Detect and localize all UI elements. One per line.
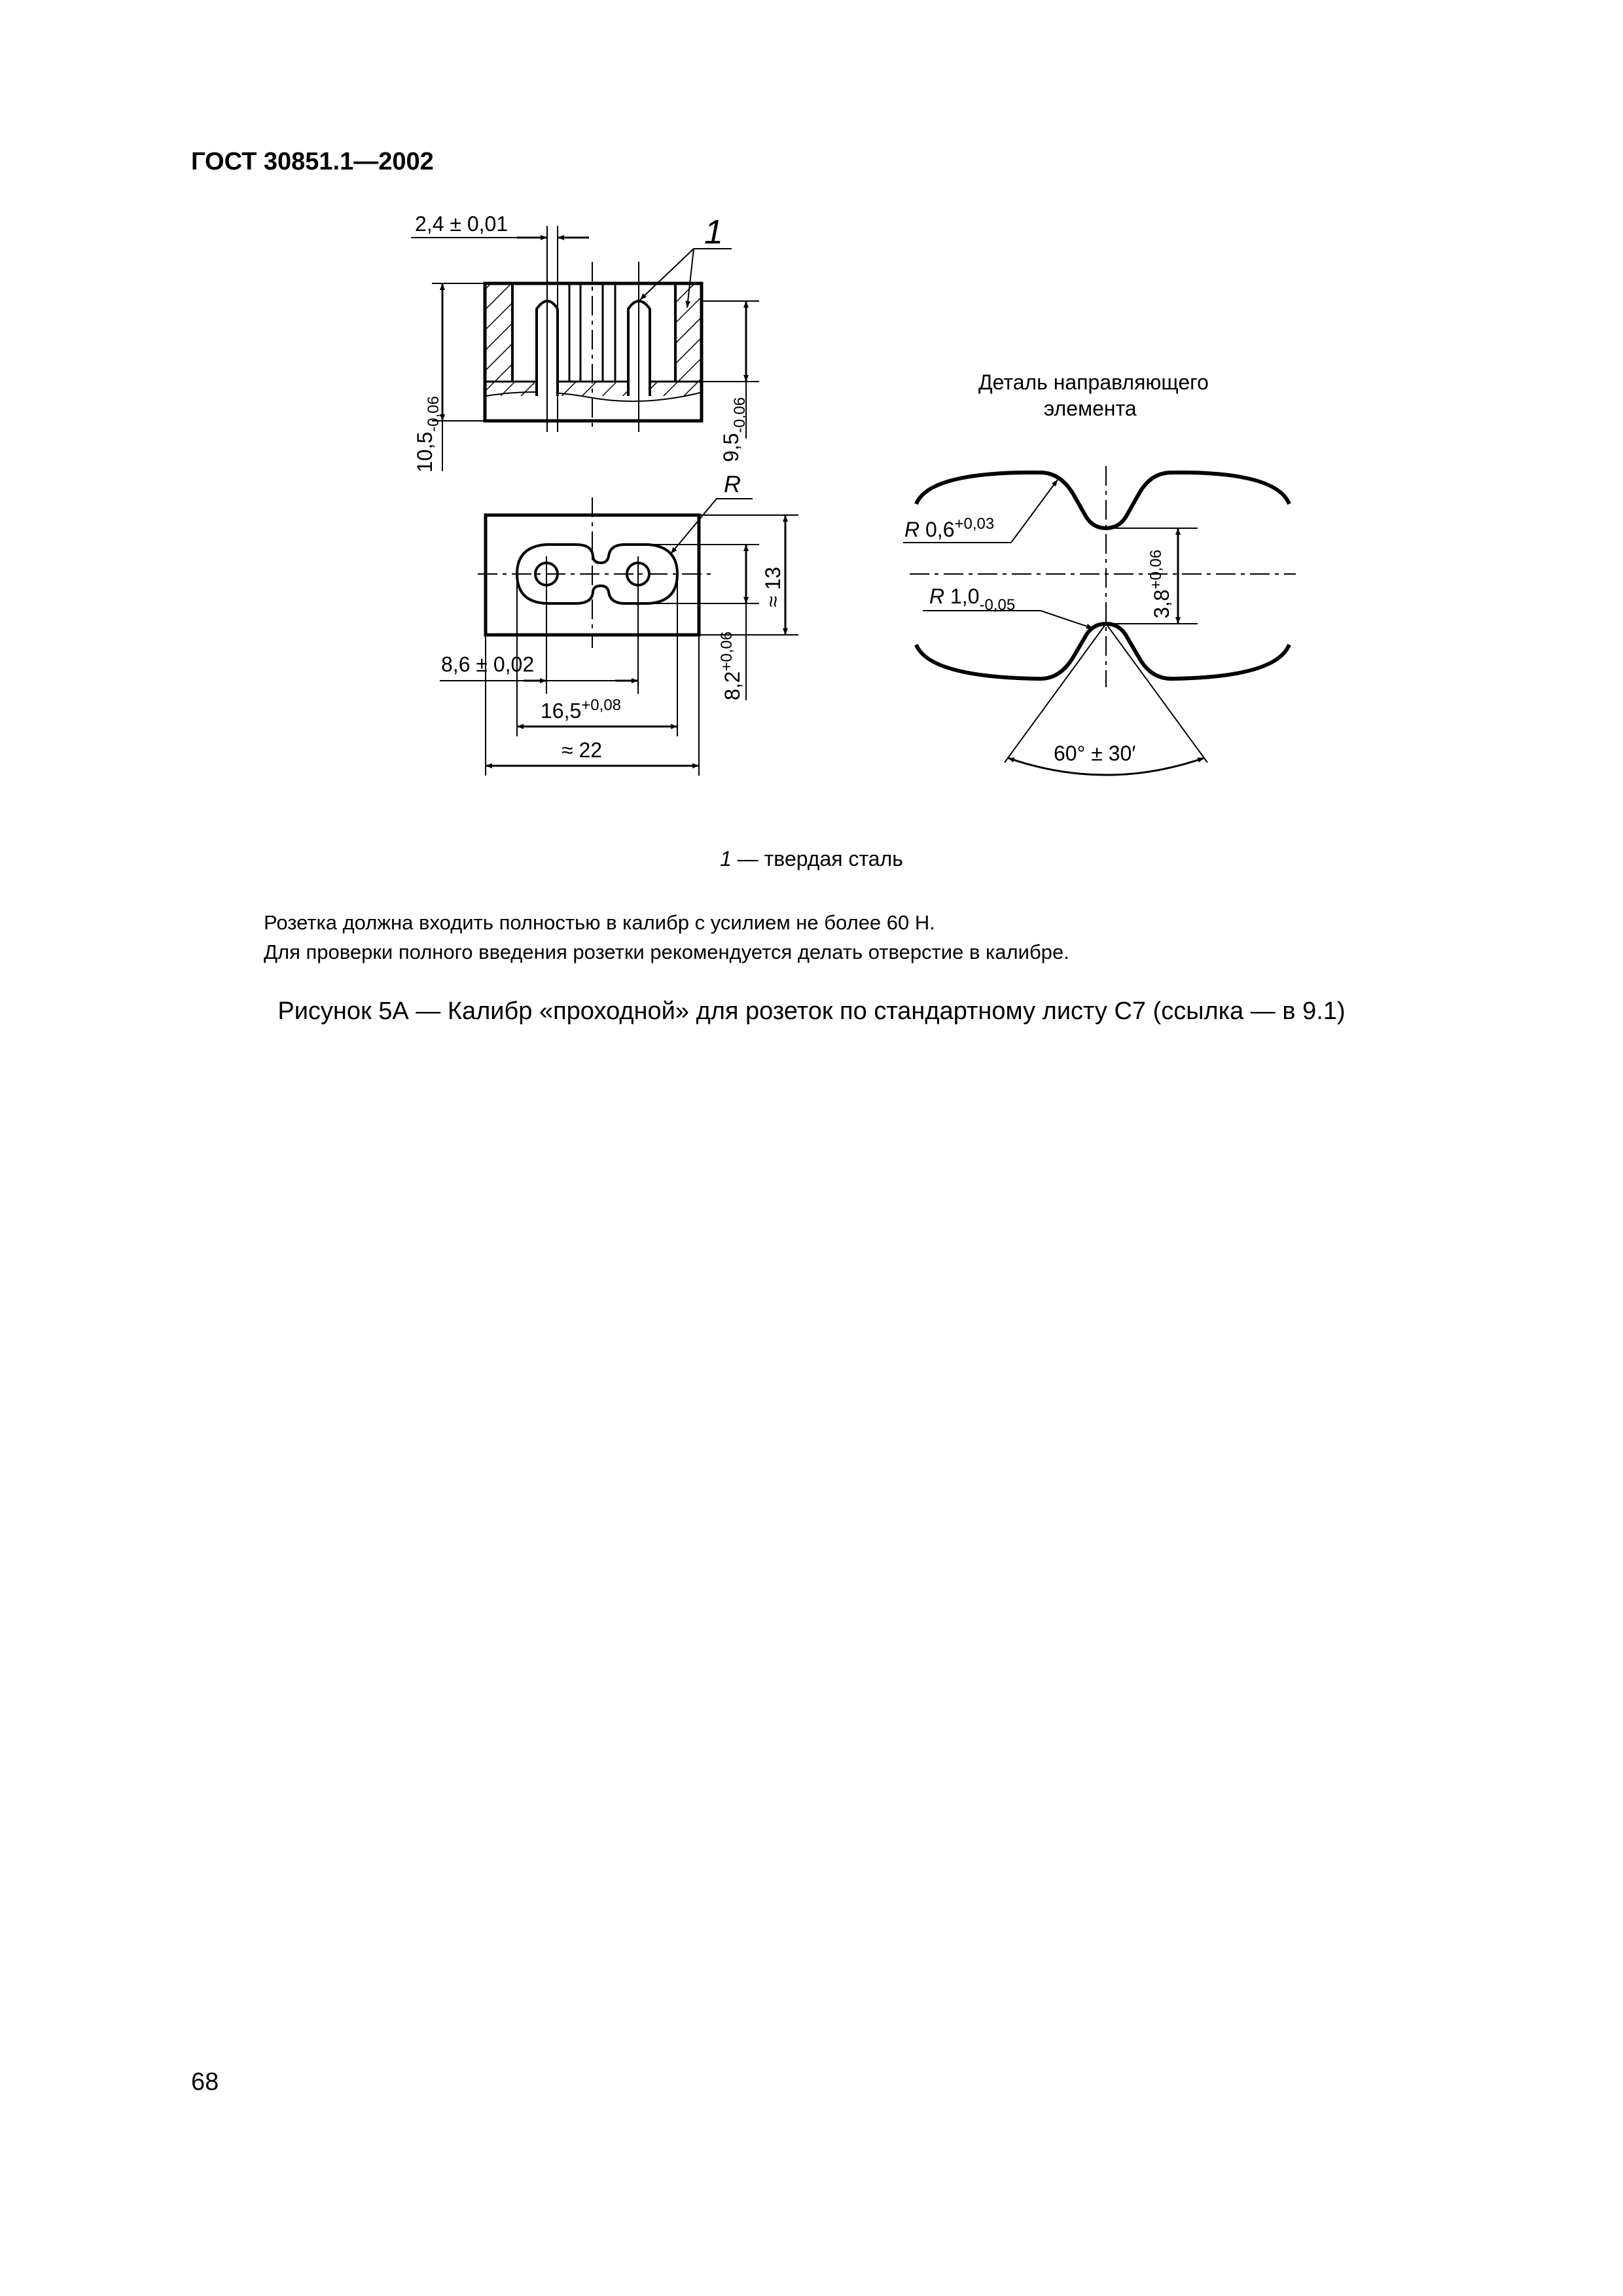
dim-9-5-label: $9,5_{-0,06}$ (719, 397, 749, 462)
approx-22-label: ≈ 22 (562, 738, 603, 762)
dim-10-5-label: $10,5_{-0,06}$ (413, 396, 442, 473)
angle-label: 60° ± 30′ (1054, 742, 1136, 765)
technical-drawing (0, 0, 1623, 838)
top-plan-view (440, 497, 798, 776)
dim-3-8-label: $3,8^{+0,06}$ (1147, 549, 1173, 619)
dim-8-6-label: 8,6 ± 0,02 (441, 653, 535, 676)
radius-1-0-label: R $1,0_{-0,05}$ (929, 584, 1016, 614)
legend-number: 1 (720, 847, 732, 870)
dim-16-5-label: $16,5^{+0,08}$ (541, 696, 622, 723)
dim-8-2-label: $8,2^{+0,06}$ (718, 631, 744, 700)
dim-2-4-label: 2,4 ± 0,01 (415, 212, 508, 236)
radius-0-6-label: R $0,6^{+0,03}$ (904, 515, 995, 541)
figure-caption: Рисунок 5А — Калибр «проходной» для розеток по стандартному листу С7 (ссылка — в 9.1) (277, 997, 1346, 1025)
legend-text: — твердая сталь (731, 847, 903, 870)
detail-title-line2: элемента (1044, 397, 1137, 420)
note-line-1: Розетка должна входить полностью в калибр с усилием не более 60 Н. (264, 911, 935, 934)
note-line-2: Для проверки полного введения розетки рекомендуется делать отверстие в калибре. (264, 941, 1069, 963)
detail-title-line1: Деталь направляющего (978, 370, 1209, 394)
approx-13-label: ≈ 13 (761, 566, 785, 607)
guide-element-detail (903, 466, 1296, 775)
item-1-marker: 1 (704, 213, 723, 251)
page-number: 68 (191, 2068, 219, 2096)
front-section-view (411, 226, 759, 471)
document-header: ГОСТ 30851.1—2002 (191, 148, 434, 175)
figure-legend (0, 847, 1623, 871)
radius-r-label: R (724, 471, 741, 497)
